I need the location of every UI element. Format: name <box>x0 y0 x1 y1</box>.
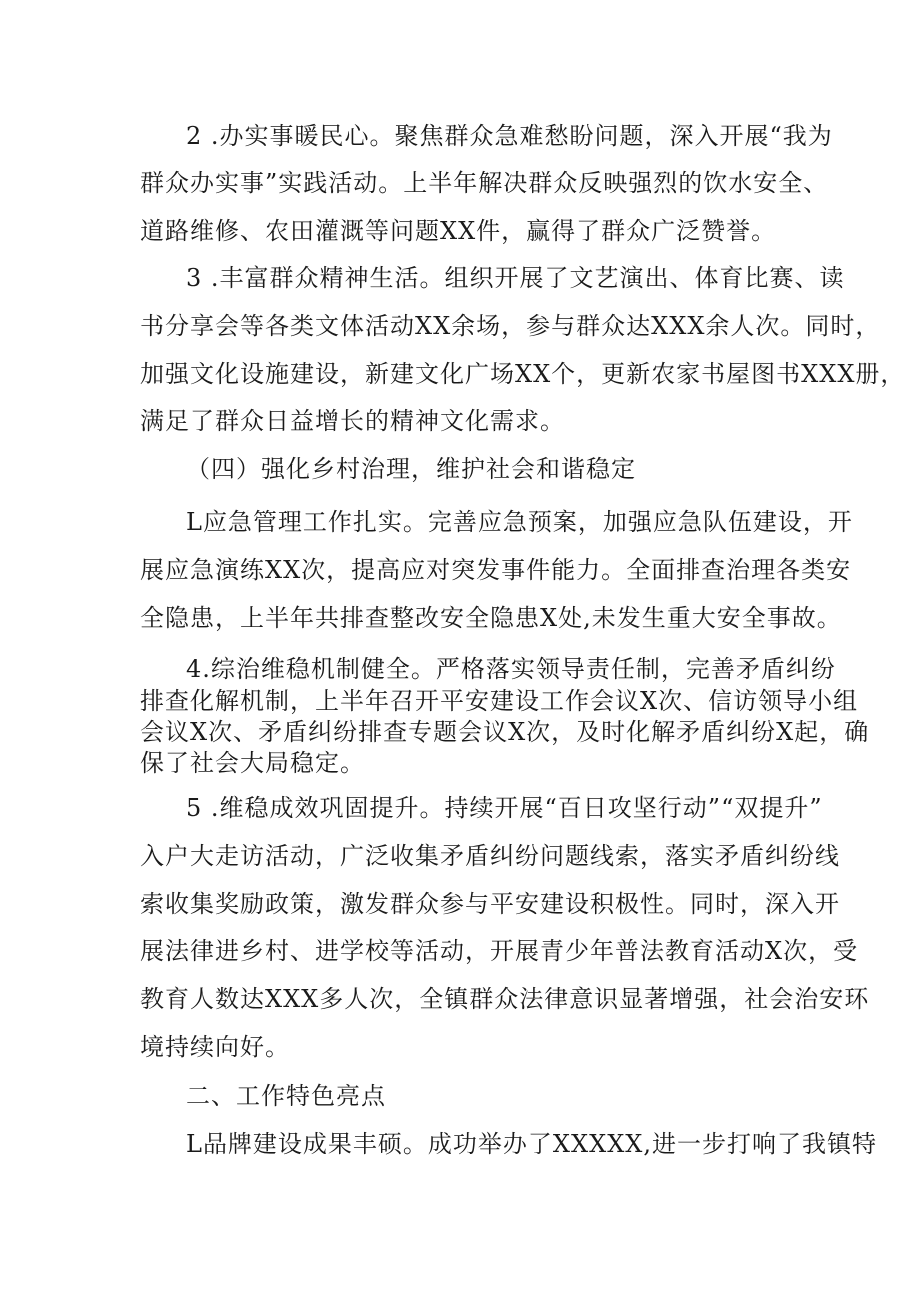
section-heading-4: （四）强化乡村治理，维护社会和谐稳定 <box>186 455 636 483</box>
paragraph-1-line-2: 展应急演练XX次，提高应对突发事件能力。全面排查治理各类安 <box>140 556 852 584</box>
paragraph-1-line-1: L应急管理工作扎实。完善应急预案，加强应急队伍建设，开 <box>186 508 853 536</box>
paragraph-1-line-3: 全隐患，上半年共排查整改安全隐患X处,未发生重大安全事故。 <box>140 604 842 632</box>
paragraph-5-line-3: 索收集奖励政策，激发群众参与平安建设积极性。同时，深入开 <box>140 890 840 918</box>
paragraph-5-line-5: 教育人数达XXX多人次，全镇群众法律意识显著增强，社会治安环 <box>140 985 870 1013</box>
paragraph-4-line-1: 4.综治维稳机制健全。严格落实领导责任制，完善矛盾纠纷 <box>186 655 836 683</box>
section-heading-2: 二、工作特色亮点 <box>186 1082 386 1110</box>
paragraph-5-line-4: 展法律进乡村、进学校等活动，开展青少年普法教育活动X次，受 <box>140 937 859 965</box>
paragraph-3-line-2: 书分享会等各类文体活动XX余场，参与群众达XXX余人次。同时， <box>140 312 881 340</box>
paragraph-2-line-2: 群众办实事”实践活动。上半年解决群众反映强烈的饮水安全、 <box>140 169 829 197</box>
paragraph-5-line-1: 5 .维稳成效巩固提升。持续开展“百日攻坚行动”“双提升” <box>186 794 823 822</box>
paragraph-2-line-3: 道路维修、农田灌溉等问题XX件，赢得了群众广泛赞誉。 <box>140 217 777 245</box>
paragraph-3-line-4: 满足了群众日益增长的精神文化需求。 <box>140 407 565 435</box>
paragraph-2-line-1: 2 .办实事暖民心。聚焦群众急难愁盼问题，深入开展“我为 <box>186 122 833 150</box>
paragraph-4-line-4: 保了社会大局稳定。 <box>140 749 365 777</box>
paragraph-3-line-1: 3 .丰富群众精神生活。组织开展了文艺演出、体育比赛、读 <box>186 264 845 292</box>
paragraph-5-line-2: 入户大走访活动，广泛收集矛盾纠纷问题线索，落实矛盾纠纷线 <box>140 842 840 870</box>
paragraph-brand-line-1: L品牌建设成果丰硕。成功举办了XXXXX,进一步打响了我镇特 <box>186 1130 877 1158</box>
paragraph-5-line-6: 境持续向好。 <box>140 1033 290 1061</box>
paragraph-3-line-3: 加强文化设施建设，新建文化广场XX个，更新农家书屋图书XXX册， <box>140 360 906 388</box>
paragraph-4-line-2: 排查化解机制，上半年召开平安建设工作会议X次、信访领导小组 <box>140 687 859 715</box>
paragraph-4-line-3: 会议X次、矛盾纠纷排查专题会议X次，及时化解矛盾纠纷X起，确 <box>140 718 870 746</box>
